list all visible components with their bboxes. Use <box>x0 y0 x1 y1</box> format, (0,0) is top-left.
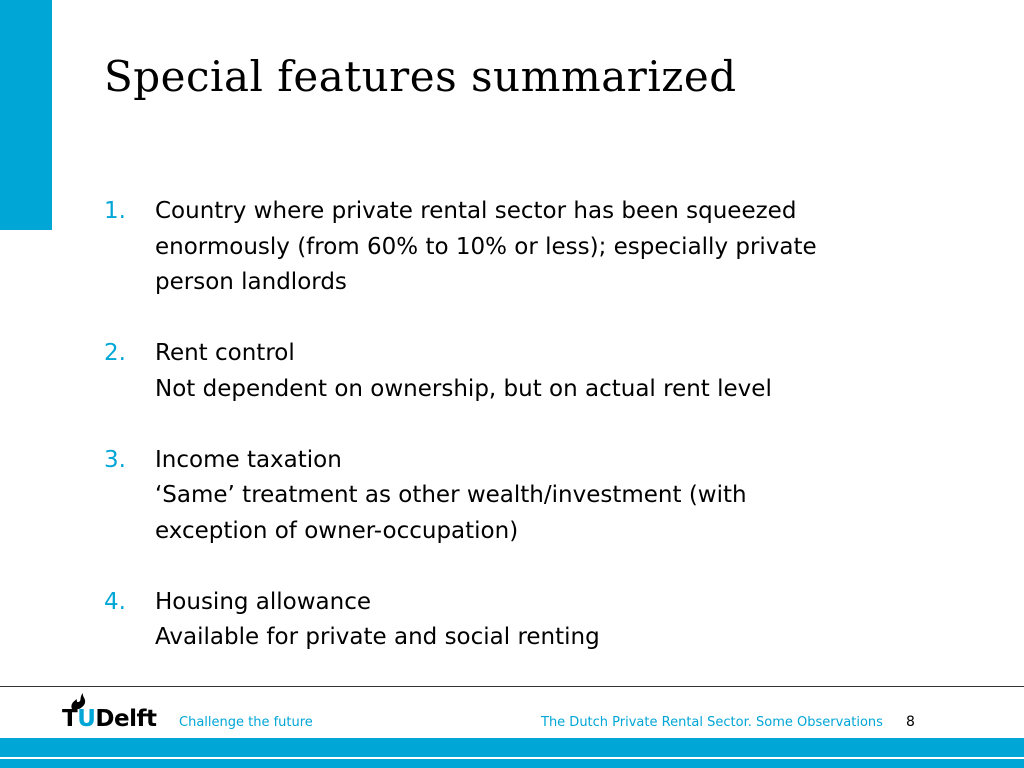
page-number: 8 <box>906 714 915 730</box>
text-line: Income taxation <box>155 446 342 473</box>
text-line: ‘Same’ treatment as other wealth/investment (with <box>155 482 747 508</box>
footer-band-stripe <box>0 757 1024 759</box>
footer-divider <box>0 686 1024 687</box>
list-item-text <box>155 194 924 301</box>
logo-delft: Delft <box>95 706 157 732</box>
tudelft-logo <box>62 692 166 736</box>
footer-band <box>0 738 1024 768</box>
list-number: 3. <box>104 446 126 473</box>
list-number: 4. <box>104 588 126 615</box>
list-item-1 <box>104 194 924 301</box>
text-line: person landlords <box>155 269 347 295</box>
text-line: Not dependent on ownership, but on actual rent level <box>155 375 772 402</box>
slide-title: Special features summarized <box>104 52 737 101</box>
text-line: Available for private and social renting <box>155 624 600 650</box>
footer-tagline: Challenge the future <box>179 715 313 730</box>
text-line: exception of owner-occupation) <box>155 517 519 544</box>
side-accent-bar <box>0 0 52 230</box>
numbered-list <box>104 194 924 691</box>
list-item-2 <box>104 336 924 407</box>
list-number: 1. <box>104 198 126 224</box>
text-line: Rent control <box>155 340 295 366</box>
list-item-text <box>155 585 924 656</box>
list-item-text <box>155 443 924 550</box>
footer-presentation-title: The Dutch Private Rental Sector. Some Observations <box>541 715 883 730</box>
text-line: Housing allowance <box>155 588 372 615</box>
logo-letter-u: U <box>77 706 96 732</box>
text-line: Country where private rental sector has been squeezed <box>155 198 797 224</box>
list-item-4 <box>104 585 924 656</box>
logo-letter-t: T <box>62 706 78 732</box>
logo-wordmark <box>62 706 156 732</box>
text-line: enormously (from 60% to 10% or less); especially private <box>155 233 817 260</box>
list-number: 2. <box>104 340 126 366</box>
list-item-3 <box>104 443 924 550</box>
list-item-text <box>155 336 924 407</box>
